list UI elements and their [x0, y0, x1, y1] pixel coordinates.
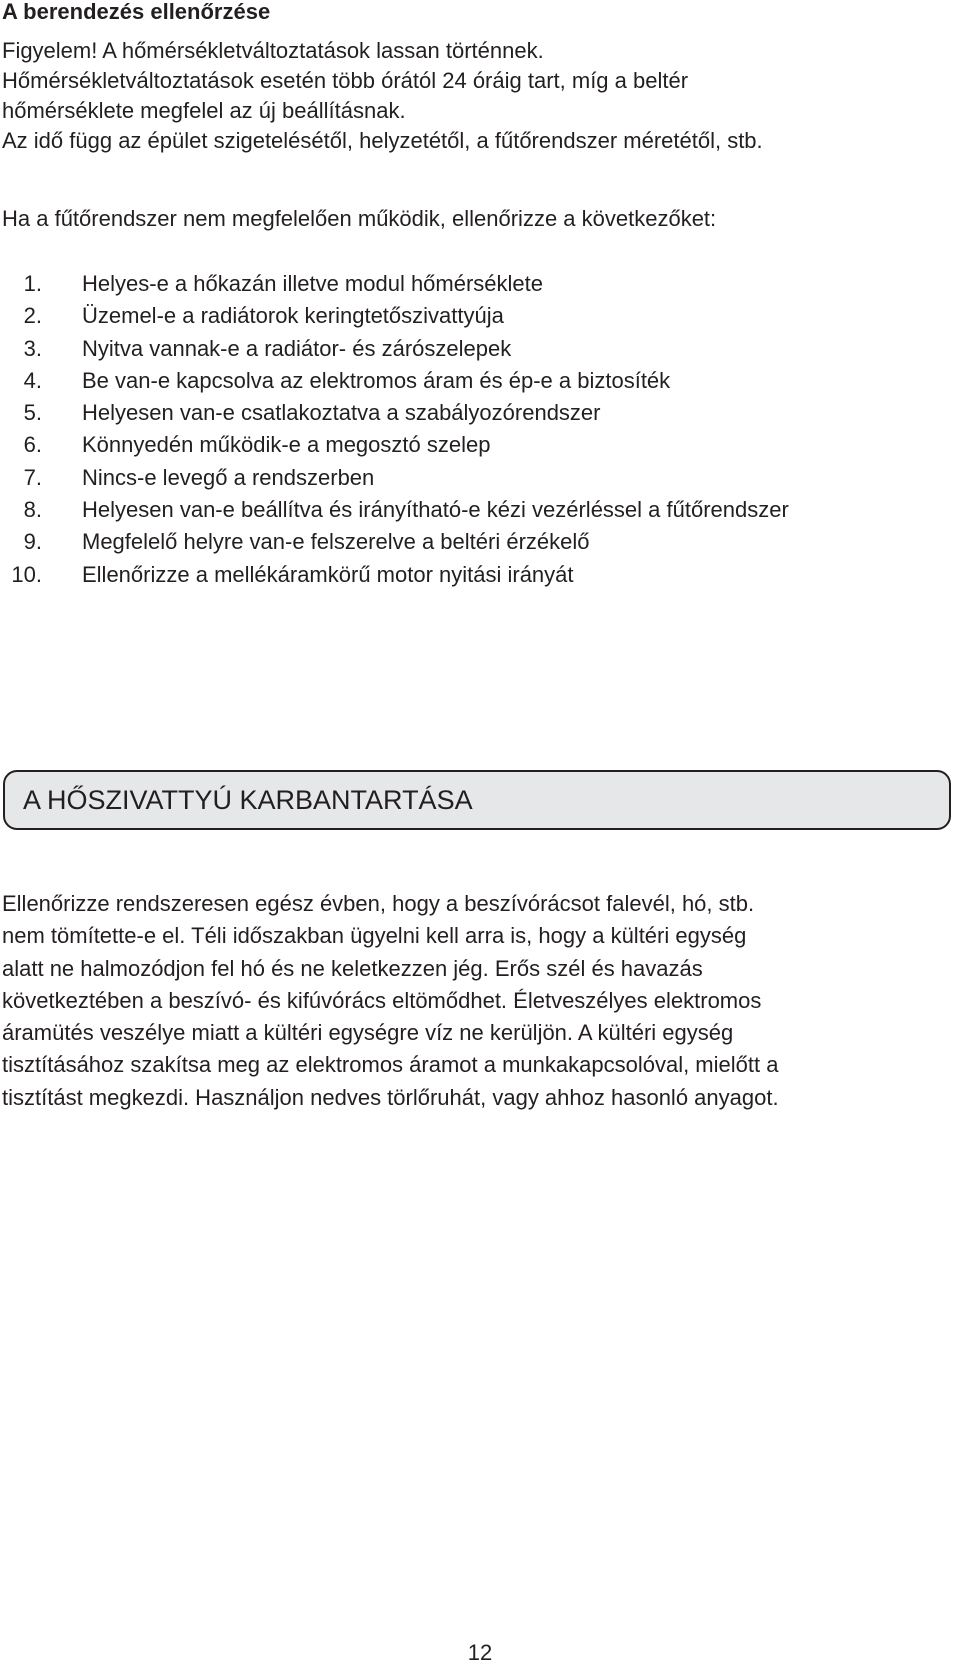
paragraph-line: tisztításához szakítsa meg az elektromos áramot a munkakapcsolóval, mielőtt a: [2, 1052, 779, 1078]
item-text: Helyes-e a hőkazán illetve modul hőmérséklete: [82, 271, 544, 296]
item-text: Ellenőrizze a mellékáramkörű motor nyitási irányát: [82, 561, 574, 587]
paragraph-line: következtében a beszívó- és kifúvórács eltömődhet. Életveszélyes elektromos: [2, 987, 762, 1013]
checklist-item: [0, 462, 789, 494]
item-text: Helyesen van-e beállítva és irányítható-e kézi vezérléssel a fűtőrendszer: [82, 497, 789, 523]
paragraph-line: tisztítást megkezdi. Használjon nedves törlőruhát, vagy ahhoz hasonló anyagot.: [2, 1084, 779, 1110]
checklist-item: [0, 300, 789, 332]
item-number: 10.: [11, 561, 42, 587]
item-number: 8.: [23, 497, 42, 523]
item-number: 6.: [23, 432, 42, 458]
intro-line: Hőmérsékletváltoztatások esetén több órától 24 óráig tart, míg a beltér: [2, 68, 689, 93]
intro-line: Figyelem! A hőmérsékletváltoztatások lassan történnek.: [2, 38, 544, 63]
paragraph-line: áramütés veszélye miatt a kültéri egységre víz ne kerüljön. A kültéri egység: [2, 1020, 734, 1046]
page-number: 12: [467, 1640, 493, 1665]
paragraph-line: nem tömítette-e el. Téli időszakban ügyelni kell arra is, hogy a kültéri egység: [2, 923, 747, 949]
checklist-item: [0, 268, 789, 300]
paragraph-line: Ellenőrizze rendszeresen egész évben, hogy a beszívórácsot falevél, hó, stb.: [2, 891, 755, 916]
item-number: 4.: [23, 367, 42, 393]
item-text: Megfelelő helyre van-e felszerelve a beltéri érzékelő: [82, 529, 590, 555]
item-number: 3.: [23, 335, 42, 361]
checklist-item: [0, 397, 789, 429]
item-text: Könnyedén működik-e a megosztó szelep: [82, 432, 491, 458]
checklist-item: [0, 333, 789, 365]
checklist-item: [0, 365, 789, 397]
paragraph-line: alatt ne halmozódjon fel hó és ne keletkezzen jég. Erős szél és havazás: [2, 955, 703, 981]
item-number: 9.: [23, 529, 42, 555]
checklist: [0, 268, 789, 591]
checklist-item: [0, 526, 789, 558]
item-number: 1.: [23, 271, 42, 296]
maintenance-paragraph: [2, 888, 954, 1114]
section-title-box: [3, 770, 951, 830]
item-text: Üzemel-e a radiátorok keringtetőszivattyúja: [82, 303, 504, 329]
item-number: 5.: [23, 400, 42, 426]
page-heading: A berendezés ellenőrzése: [2, 0, 271, 24]
section-title: A HŐSZIVATTYÚ KARBANTARTÁSA: [23, 785, 473, 815]
intro-paragraph: [2, 36, 952, 156]
item-number: 7.: [23, 464, 42, 490]
checklist-item: [0, 559, 789, 591]
checklist-item: [0, 429, 789, 461]
item-text: Helyesen van-e csatlakoztatva a szabályozórendszer: [82, 400, 601, 426]
item-text: Nyitva vannak-e a radiátor- és zárószelepek: [82, 335, 512, 361]
checklist-item: [0, 494, 789, 526]
intro-line: hőmérséklete megfelel az új beállításnak.: [2, 98, 406, 123]
item-text: Nincs-e levegő a rendszerben: [82, 464, 375, 490]
checklist-lead: Ha a fűtőrendszer nem megfelelően működik, ellenőrizze a következőket:: [2, 206, 717, 231]
intro-line: Az idő függ az épület szigetelésétől, helyzetétől, a fűtőrendszer méretétől, stb.: [2, 128, 763, 153]
item-number: 2.: [23, 303, 42, 329]
item-text: Be van-e kapcsolva az elektromos áram és ép-e a biztosíték: [82, 367, 671, 393]
